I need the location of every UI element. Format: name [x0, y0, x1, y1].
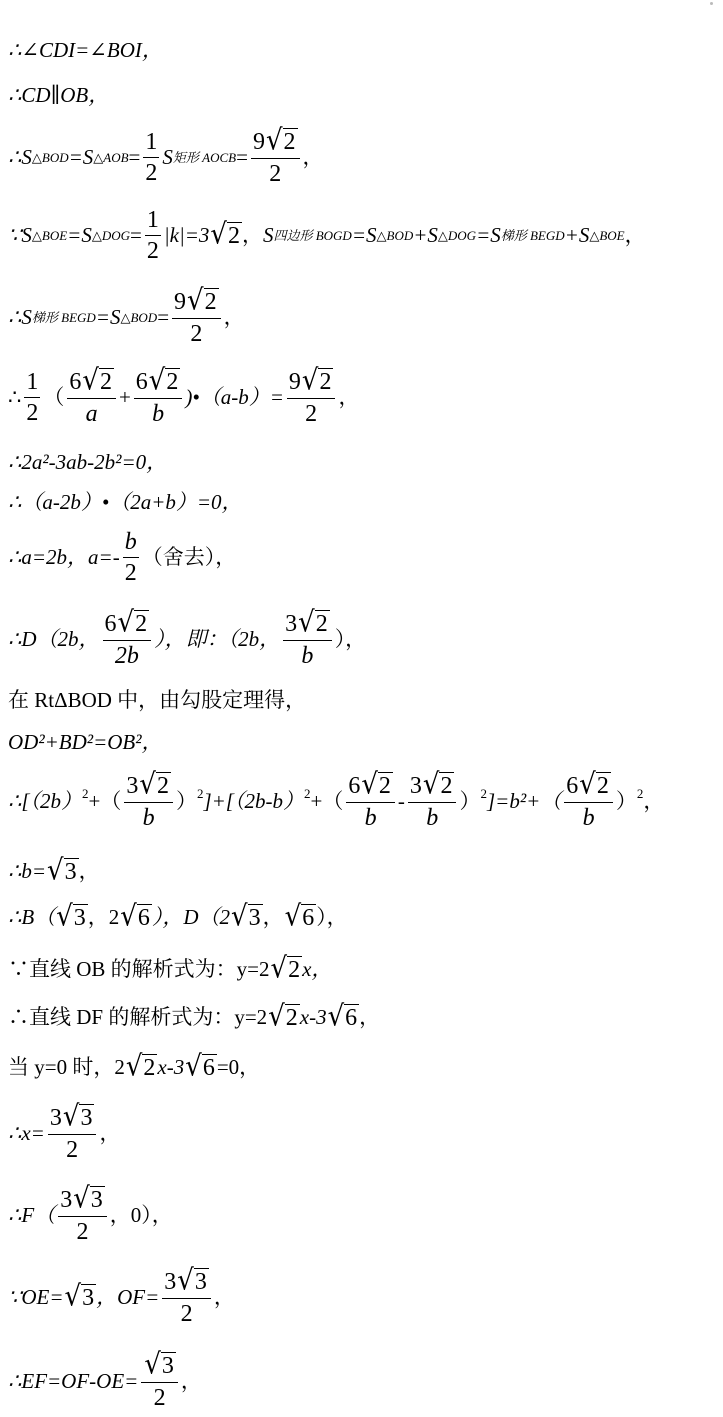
line-4: ∵S △BOE =S △DOG = $\frac{1}{2}$ |k|=3 √ 2 ， S 四边形 BOGD =S △BOD +S △DOG =S 梯形 BEGD +S △BOE ， [8, 207, 646, 264]
fraction-9root2-over-2: 9 √ 2 2 [172, 288, 221, 346]
line-13: ∴[（2b） 2 +（ 3 √ 2 b ） 2 ]+[（2b-b） 2 +（ 6 √ 2 b - 3 √ 2 b ） 2 ]=b²+（ 6 √ 2 b ） 2 ， [8, 768, 665, 832]
line-15: ∴B（ √ 3 ，2 √ 6 ），D（2 √ 3 ， √ 6 ）， [8, 900, 348, 934]
line-3-s: S [162, 144, 173, 169]
sqrt-symbol: √ 2 [579, 768, 609, 802]
sqrt-symbol: √ 2 [139, 768, 169, 802]
fraction-3root3-over-2: 3 √ 3 2 [162, 1268, 211, 1326]
sqrt-symbol: √ 2 [187, 284, 217, 318]
line-1-text: ∴∠CDI=∠BOI， [8, 38, 163, 62]
line-1 [8, 40, 163, 61]
sqrt-symbol: √ 2 [82, 364, 112, 398]
fraction-6root2-over-b: 6 √ 2 b [134, 368, 183, 426]
fraction-numerator: 1 [145, 128, 158, 155]
line-3-eq1: =S [68, 144, 94, 169]
line-8: ∴（a-2b）•（2a+b）=0， [8, 490, 243, 514]
fraction-b-over-2: $\frac{b}{2}$ [124, 529, 137, 586]
fraction-half: $\frac{1}{2}$ [26, 368, 39, 426]
fraction-3root2-over-b: 3 √ 2 b [124, 772, 173, 830]
sqrt-symbol: √ 3 [73, 1182, 103, 1216]
line-20: ∴F（ 3 √ 3 2 ，0）， [8, 1182, 173, 1246]
sqrt-symbol: √ 6 [185, 1050, 215, 1084]
line-12: OD²+BD²=OB²， [8, 730, 163, 754]
line-3-pre: ∴S [8, 144, 32, 169]
abs-k: |k|=3 [163, 223, 210, 247]
fraction-9root2-over-2: 9 √ 2 2 [287, 368, 336, 426]
line-3-eq2: = [128, 144, 141, 169]
sqrt-symbol: √ 3 [144, 1348, 174, 1382]
fraction-6root2-over-b: 6 √ 2 b [564, 772, 613, 830]
sqrt-symbol: √ 3 [62, 1100, 93, 1134]
line-3-eq3: = [236, 144, 248, 169]
fraction-3root3-over-2: 3 √ 3 2 [48, 1104, 97, 1162]
sqrt-symbol: √ 3 [231, 900, 261, 934]
sqrt-symbol: √ 3 [47, 854, 77, 888]
fraction-denominator: 2 [269, 161, 282, 188]
sqrt-symbol: √ 3 [64, 1279, 95, 1313]
corner-dot [710, 2, 713, 5]
line-16: ∵直线 OB 的解析式为：y=2 √ 2 x， [8, 952, 333, 986]
fraction-6root2-over-2b: 6 √ 2 2b [103, 610, 152, 668]
sqrt-symbol: √ 2 [268, 1000, 298, 1034]
sqrt-symbol: √ 2 [361, 768, 391, 802]
fraction-6root2-over-b: 6 √ 2 b [346, 772, 395, 830]
sqrt-symbol: √ 6 [120, 900, 150, 934]
fraction-root3-over-2: √ 3 2 [141, 1352, 178, 1410]
fraction-denominator: 2 [145, 159, 158, 186]
sqrt-symbol: √ 3 [56, 900, 86, 934]
sqrt-symbol: √ 2 [210, 218, 240, 252]
fraction-9root2-over-2 [251, 124, 300, 188]
line-21: ∵OE= √ 3 ，OF= 3 √ 3 2 ， [8, 1264, 235, 1328]
line-7: ∴2a²-3ab-2b²=0， [8, 450, 168, 474]
line-19: ∴x= 3 √ 3 2 ， [8, 1100, 121, 1164]
sqrt-symbol: √ 2 [270, 952, 301, 986]
sqrt-symbol: √ 2 [265, 124, 296, 158]
sqrt-symbol: √ 6 [327, 1000, 358, 1034]
line-2 [8, 85, 109, 106]
fraction-half: $\frac{1}{2}$ [146, 207, 159, 264]
line-3: ∴S △BOD =S △AOB = $\frac{1}{2}$ S 矩形 AOCB = 9 √ 2 2 ， [8, 124, 324, 188]
fraction-3root2-over-b: 3 √ 2 b [408, 772, 457, 830]
line-3-sub3: 矩形 AOCB [172, 149, 237, 165]
fraction-6root2-over-a: 6 √ 2 a [67, 368, 116, 426]
line-3-sub2: △AOB [93, 149, 129, 165]
line-2-text: ∴CD∥OB， [8, 83, 110, 107]
fraction-3root3-over-2: 3 √ 3 2 [58, 1186, 107, 1244]
fraction-half [143, 130, 159, 185]
sqrt-symbol: √ 2 [301, 364, 332, 398]
line-3-sub1: △BOD [31, 149, 69, 165]
line-18: 当 y=0 时，2 √ 2 x-3 √ 6 =0， [8, 1050, 261, 1084]
line-9: ∴a=2b，a=- $\frac{b}{2}$ （舍去）， [8, 529, 237, 586]
sqrt-symbol: √ 2 [422, 768, 453, 802]
fraction-numerator: 9 √ 2 [252, 124, 296, 158]
sqrt-symbol: √ 6 [284, 900, 315, 934]
sqrt-symbol: √ 3 [177, 1264, 207, 1298]
line-10: ∴D（2b， 6 √ 2 2b ），即：（2b， 3 √ 2 b ）， [8, 606, 367, 670]
sqrt-symbol: √ 2 [125, 1050, 156, 1084]
line-11: 在 RtΔBOD 中，由勾股定理得， [8, 688, 307, 712]
fraction-3root2-over-b: 3 √ 2 b [283, 610, 332, 668]
sqrt-symbol: √ 2 [298, 606, 328, 640]
sqrt-symbol: √ 2 [117, 606, 148, 640]
line-22: ∴EF=OF-OE= √ 3 2 ， [8, 1348, 202, 1412]
line-6: ∴ $\frac{1}{2}$ （ 6 √ 2 a + 6 √ 2 b )•（a-b）= 9 √ 2 2 ， [8, 364, 360, 428]
line-5: ∴S 梯形 BEGD =S △BOD = 9 √ 2 2 ， [8, 284, 245, 348]
sqrt-symbol: √ 2 [148, 364, 179, 398]
line-17: ∴直线 DF 的解析式为：y=2 √ 2 x-3 √ 6 ， [8, 1000, 381, 1034]
line-14: ∴b= √ 3 ， [8, 854, 100, 888]
